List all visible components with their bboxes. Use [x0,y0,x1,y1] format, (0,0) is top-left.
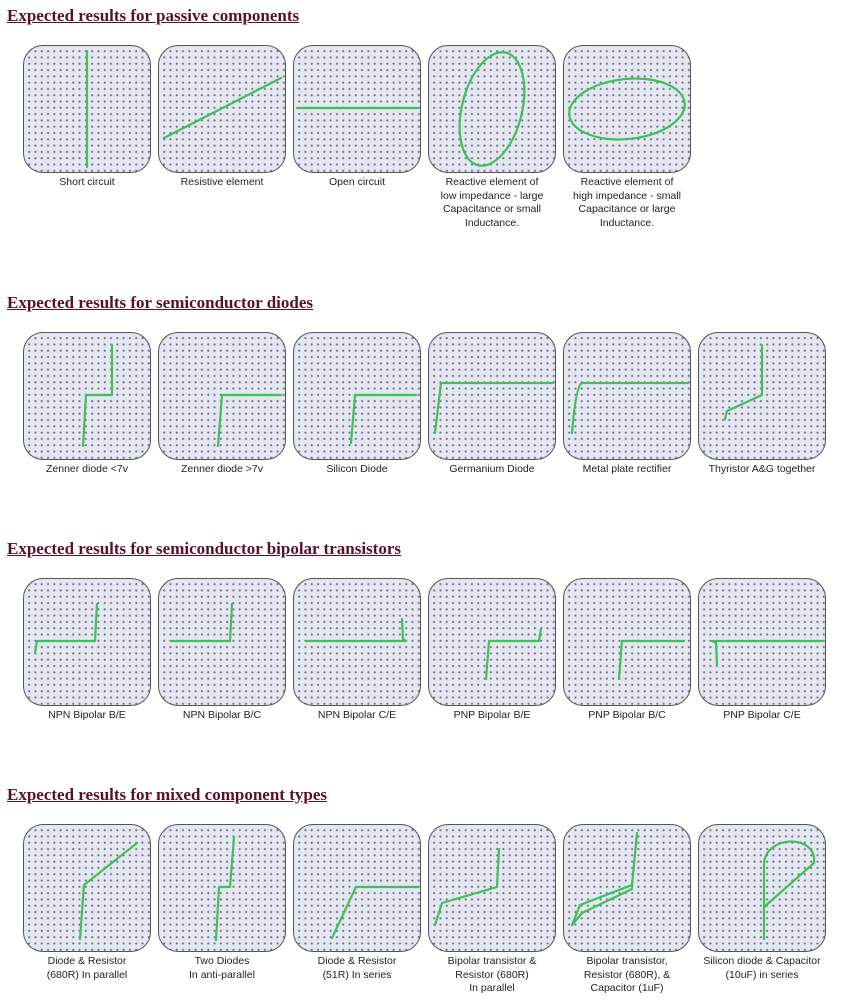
oscilloscope-screen [428,332,556,460]
oscilloscope-screen [428,578,556,706]
pnp-bc-trace-icon [564,579,690,705]
zener-low-trace-icon [24,333,150,459]
section-title-mixed-components: Expected results for mixed component types [7,785,327,804]
pnp-ce-trace-icon [699,579,825,705]
sloped-line-trace-icon [159,46,285,172]
figure-caption: Bipolar transistor & Resistor (680R) In parallel [447,955,537,994]
oscilloscope-screen [23,332,151,460]
figure-caption: Resistive element [180,176,264,188]
oscilloscope-screen [293,45,421,173]
oscilloscope-screen [23,578,151,706]
oscilloscope-screen [158,45,286,173]
oscilloscope-screen [293,824,421,952]
wide-ellipse-trace-icon [564,46,690,172]
transistor-resistor-capacitor-trace-icon [564,825,690,951]
figure-caption: Zenner diode >7v [180,463,264,475]
oscilloscope-screen [428,824,556,952]
figure-caption: Diode & Resistor (680R) In parallel [46,955,128,981]
figure-caption: Zenner diode <7v [45,463,129,475]
oscilloscope-screen [158,824,286,952]
section-title-bipolar-transistors: Expected results for semiconductor bipolar transistors [7,539,401,558]
figure-caption: NPN Bipolar C/E [317,709,397,721]
oscilloscope-screen [23,45,151,173]
oscilloscope-screen [698,578,826,706]
figure-caption: Germanium Diode [449,463,535,475]
section-title-semiconductor-diodes: Expected results for semiconductor diodes [7,293,313,312]
two-diodes-antiparallel-trace-icon [159,825,285,951]
oscilloscope-screen [698,824,826,952]
figure-caption: PNP Bipolar B/E [453,709,531,721]
figure-caption: Two Diodes In anti-parallel [189,955,255,981]
zener-high-trace-icon [159,333,285,459]
oscilloscope-screen [23,824,151,952]
figure-caption: PNP Bipolar B/C [588,709,666,721]
figure-caption: Silicon diode & Capacitor (10uF) in series [703,955,821,981]
vertical-line-trace-icon [24,46,150,172]
figure-caption: Open circuit [328,176,386,188]
figure-caption: Short circuit [59,176,115,188]
figure-caption: PNP Bipolar C/E [723,709,801,721]
diode-resistor-parallel-trace-icon [24,825,150,951]
npn-be-trace-icon [24,579,150,705]
figure-caption: Thyristor A&G together [708,463,816,475]
figure-caption: Diode & Resistor (51R) In series [317,955,397,981]
figure-caption: Reactive element of low impedance - large Capacitance or small Inductance. [440,176,544,229]
oscilloscope-screen [563,578,691,706]
figure-caption: NPN Bipolar B/C [182,709,262,721]
oscilloscope-screen [563,824,691,952]
figure-caption: Metal plate rectifier [582,463,672,475]
oscilloscope-screen [293,332,421,460]
oscilloscope-screen [563,45,691,173]
figure-caption: Reactive element of high impedance - small Capacitance or large Inductance. [573,176,681,229]
horizontal-line-trace-icon [294,46,420,172]
npn-bc-trace-icon [159,579,285,705]
oscilloscope-screen [428,45,556,173]
figure-caption: Silicon Diode [326,463,388,475]
oscilloscope-screen [158,578,286,706]
oscilloscope-screen [698,332,826,460]
section-title-passive-components: Expected results for passive components [7,6,300,25]
metal-plate-rectifier-trace-icon [564,333,690,459]
germanium-diode-trace-icon [429,333,555,459]
figure-caption: Bipolar transistor, Resistor (680R), & Capacitor (1uF) [583,955,671,994]
pnp-be-trace-icon [429,579,555,705]
tall-ellipse-trace-icon [429,46,555,172]
diode-capacitor-series-trace-icon [699,825,825,951]
transistor-resistor-parallel-trace-icon [429,825,555,951]
oscilloscope-screen [563,332,691,460]
oscilloscope-screen [293,578,421,706]
silicon-diode-trace-icon [294,333,420,459]
diode-resistor-series-trace-icon [294,825,420,951]
thyristor-trace-icon [699,333,825,459]
oscilloscope-screen [158,332,286,460]
npn-ce-trace-icon [294,579,420,705]
figure-caption: NPN Bipolar B/E [48,709,126,721]
